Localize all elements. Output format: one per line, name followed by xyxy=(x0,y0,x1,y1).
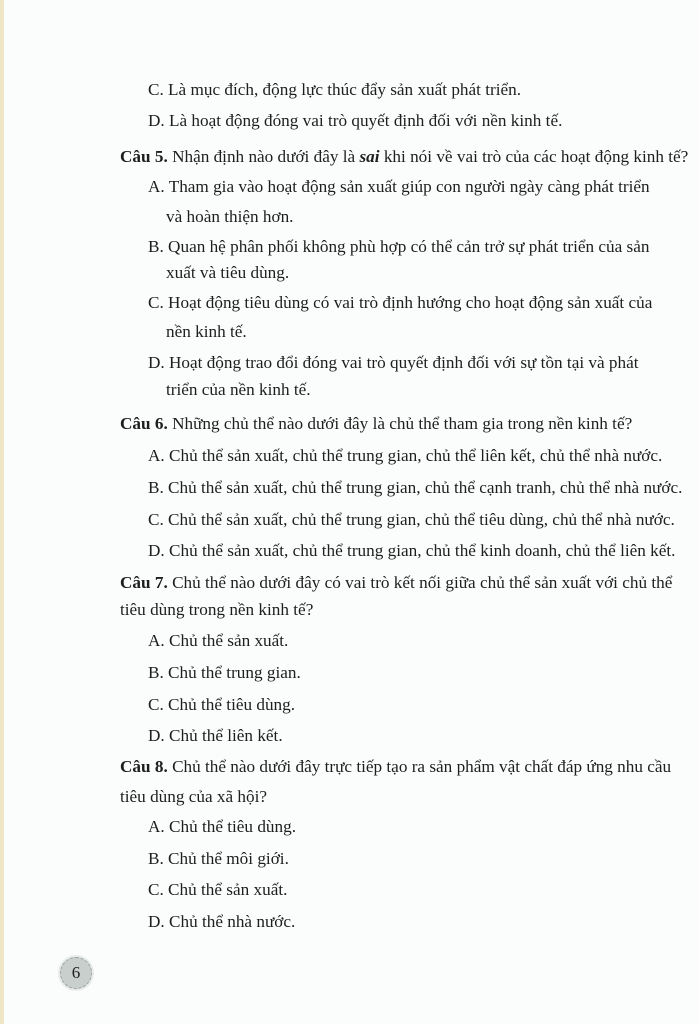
q7-option-b: B. Chủ thể trung gian. xyxy=(148,663,301,682)
q7-text: Chủ thể nào dưới đây có vai trò kết nối giữa chủ thể sản xuất với chủ thể xyxy=(167,573,673,592)
q6-option-d: D. Chủ thể sản xuất, chủ thể trung gian, chủ thể kinh doanh, chủ thể liên kết. xyxy=(148,541,676,560)
q5-option-d-cont: triển của nền kinh tế. xyxy=(166,380,311,399)
page-edge xyxy=(0,0,4,1024)
q5-option-b-cont: xuất và tiêu dùng. xyxy=(166,263,290,282)
q5-stem xyxy=(120,147,688,167)
q6-option-b: B. Chủ thể sản xuất, chủ thể trung gian, chủ thể cạnh tranh, chủ thể nhà nước. xyxy=(148,478,683,497)
q5-number: Câu 5. xyxy=(120,147,168,166)
q8-option-a: A. Chủ thể tiêu dùng. xyxy=(148,817,296,836)
q8-stem-cont: tiêu dùng của xã hội? xyxy=(120,787,268,806)
q4-option-c: C. Là mục đích, động lực thúc đẩy sản xuất phát triển. xyxy=(148,80,522,99)
q8-option-c: C. Chủ thể sản xuất. xyxy=(148,880,288,899)
q5-text: Nhận định nào dưới đây là xyxy=(167,147,360,166)
q7-stem-cont: tiêu dùng trong nền kinh tế? xyxy=(120,600,314,619)
q8-stem xyxy=(120,757,671,777)
page-number: 6 xyxy=(60,957,92,989)
q5-option-c: C. Hoạt động tiêu dùng có vai trò định hướng cho hoạt động sản xuất của xyxy=(148,293,653,312)
q4-option-d: D. Là hoạt động đóng vai trò quyết định đối với nền kinh tế. xyxy=(148,111,563,130)
q5-option-c-cont: nền kinh tế. xyxy=(166,322,247,341)
q6-number: Câu 6. xyxy=(120,414,168,433)
q7-option-a: A. Chủ thể sản xuất. xyxy=(148,631,289,650)
q8-text: Chủ thể nào dưới đây trực tiếp tạo ra sản phẩm vật chất đáp ứng nhu cầu xyxy=(167,757,672,776)
q7-option-d: D. Chủ thể liên kết. xyxy=(148,726,283,745)
q6-option-c: C. Chủ thể sản xuất, chủ thể trung gian, chủ thể tiêu dùng, chủ thể nhà nước. xyxy=(148,510,675,529)
q5-option-a: A. Tham gia vào hoạt động sản xuất giúp con người ngày càng phát triển xyxy=(148,177,650,196)
q5-text-end: khi nói về vai trò của các hoạt động kinh tế? xyxy=(379,147,689,166)
q6-stem xyxy=(120,414,632,434)
q7-stem xyxy=(120,573,672,593)
q6-text: Những chủ thể nào dưới đây là chủ thể tham gia trong nền kinh tế? xyxy=(167,414,633,433)
q7-number: Câu 7. xyxy=(120,573,168,592)
q8-option-b: B. Chủ thể môi giới. xyxy=(148,849,289,868)
q8-number: Câu 8. xyxy=(120,757,168,776)
q5-option-d: D. Hoạt động trao đổi đóng vai trò quyết định đối với sự tồn tại và phát xyxy=(148,353,639,372)
q6-option-a: A. Chủ thể sản xuất, chủ thể trung gian, chủ thể liên kết, chủ thể nhà nước. xyxy=(148,446,663,465)
q5-emphasis: sai xyxy=(359,147,380,166)
q5-option-a-cont: và hoàn thiện hơn. xyxy=(166,207,294,226)
q8-option-d: D. Chủ thể nhà nước. xyxy=(148,912,296,931)
q7-option-c: C. Chủ thể tiêu dùng. xyxy=(148,695,296,714)
q5-option-b: B. Quan hệ phân phối không phù hợp có thể cản trở sự phát triển của sản xyxy=(148,237,650,256)
